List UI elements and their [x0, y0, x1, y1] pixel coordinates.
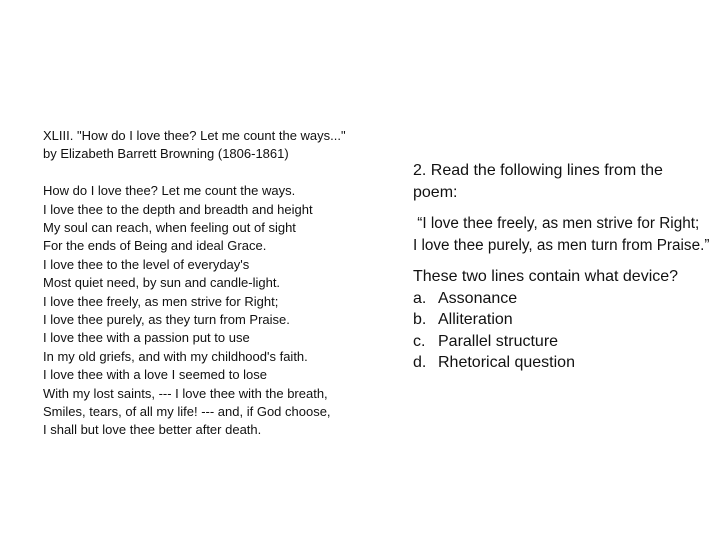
question-prompt-line: poem: [413, 183, 458, 201]
question-block [413, 160, 713, 374]
poem-line: Smiles, tears, of all my life! --- and, if God choose, [43, 404, 331, 420]
poem-byline: by Elizabeth Barrett Browning (1806-1861) [43, 146, 289, 162]
answer-choices [413, 288, 713, 374]
answer-choice [413, 352, 713, 374]
question-ask: These two lines contain what device? [413, 268, 679, 285]
answer-choice [413, 288, 713, 310]
poem-line: I love thee to the level of everyday's [43, 256, 250, 272]
choice-letter: a. [413, 289, 427, 307]
poem-line: I love thee freely, as men strive for Right; [43, 293, 279, 309]
poem-line: I love thee to the depth and breadth and height [43, 201, 313, 217]
poem-line: I shall but love thee better after death. [43, 422, 262, 438]
poem-block [43, 127, 383, 440]
quoted-line: I love thee purely, as men turn from Praise.” [413, 236, 710, 254]
spacer [413, 203, 713, 213]
choice-letter: d. [413, 354, 427, 371]
quoted-line: “I love thee freely, as men strive for Right; [413, 215, 700, 232]
poem-line: I love thee with a passion put to use [43, 330, 250, 346]
poem-line: I love thee purely, as they turn from Praise. [43, 312, 290, 328]
choice-letter: c. [413, 332, 426, 350]
poem-line: In my old griefs, and with my childhood's faith. [43, 348, 308, 364]
poem-line: My soul can reach, when feeling out of sight [43, 220, 296, 236]
choice-text: Alliteration [438, 311, 513, 328]
poem-line: With my lost saints, --- I love thee with the breath, [43, 385, 328, 401]
poem-line: Most quiet need, by sun and candle-light. [43, 275, 281, 291]
choice-text: Parallel structure [438, 332, 559, 350]
answer-choice [413, 331, 713, 353]
answer-choice [413, 309, 713, 331]
poem-line: For the ends of Being and ideal Grace. [43, 238, 267, 254]
choice-text: Rhetorical question [438, 354, 575, 371]
choice-letter: b. [413, 311, 427, 328]
poem-line: How do I love thee? Let me count the ways. [43, 183, 296, 199]
question-prompt-line: 2. Read the following lines from the [413, 162, 663, 179]
choice-text: Assonance [438, 289, 518, 307]
poem-blank-line [43, 164, 383, 182]
poem-heading: XLIII. "How do I love thee? Let me count the ways..." [43, 128, 346, 143]
poem-line: I love thee with a love I seemed to lose [43, 367, 268, 383]
spacer [413, 256, 713, 266]
